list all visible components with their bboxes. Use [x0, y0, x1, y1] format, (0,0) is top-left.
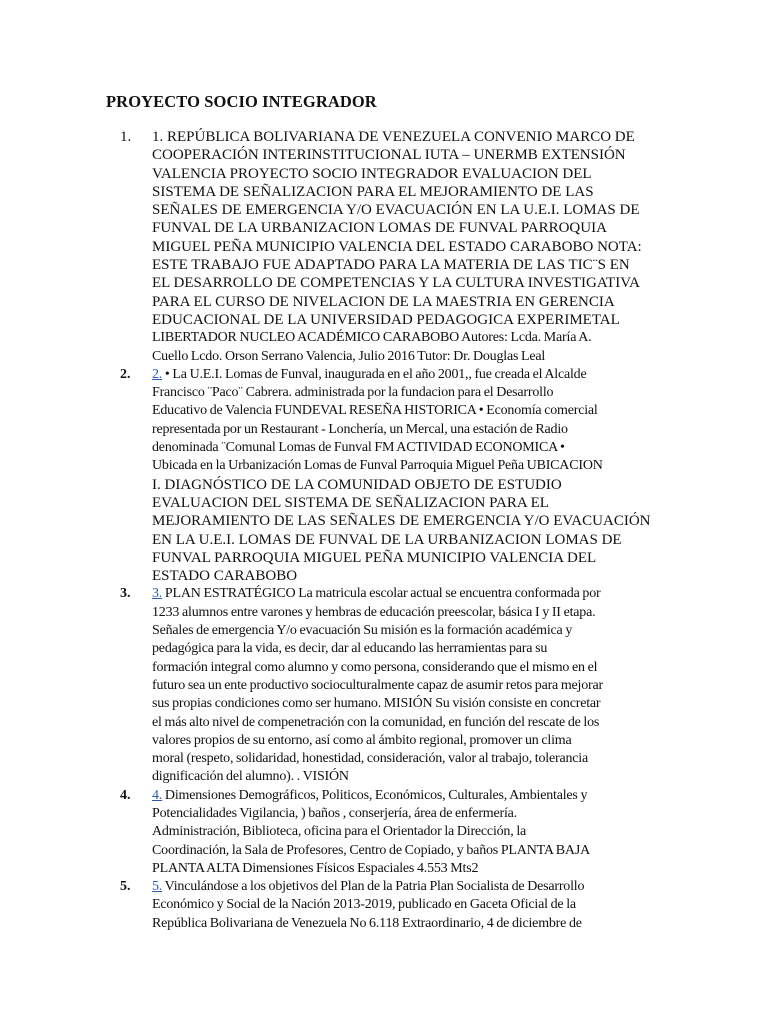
page-link-3[interactable]: 3. [152, 586, 163, 602]
list-item-4 [120, 787, 640, 878]
item-text: Dimensiones Demográficos, Politicos, Económicos, Culturales, Ambientales y [164, 787, 588, 803]
item-text: • La U.E.I. Lomas de Funval, inaugurada en el año 2001,, fue creada el Alcalde [164, 366, 587, 382]
item-text-line: Potencialidades Vigilancia, ) baños , conserjería, área de enfermería. [152, 805, 517, 821]
item-text-line: Económico y Social de la Nación 2013-2019, publicado en Gaceta Oficial de la [152, 897, 576, 913]
item-text-line: EL DESARROLLO DE COMPETENCIAS Y LA CULTURA INVESTIGATIVA [152, 275, 640, 292]
item-text-line: LIBERTADOR NUCLEO ACADÉMICO CARABOBO Autores: Lcda. María A. [152, 330, 592, 346]
document-title: PROYECTO SOCIO INTEGRADOR [106, 92, 377, 111]
item-text-line: 1233 alumnos entre varones y hembras de educación preescolar, básica I y II etapa. [152, 604, 596, 620]
list-item-number: 4. [120, 787, 131, 803]
item-text-line: FUNVAL DE LA URBANIZACION LOMAS DE FUNVAL PARROQUIA [152, 220, 607, 237]
page-link-4[interactable]: 4. [152, 787, 163, 803]
item-text-line: Ubicada en la Urbanización Lomas de Funval Parroquia Miguel Peña UBICACION [152, 458, 603, 474]
page-link-5[interactable]: 5. [152, 879, 163, 895]
list-item-number: 2. [120, 366, 131, 382]
list-item-number: 3. [120, 586, 131, 602]
item-text-line: moral (respeto, solidaridad, honestidad, consideración, valor al trabajo, tolerancia [152, 751, 588, 767]
list-item-5 [120, 878, 640, 933]
item-text-line: COOPERACIÓN INTERINSTITUCIONAL IUTA – UNERMB EXTENSIÓN [152, 147, 626, 164]
item-text-line: FUNVAL PARROQUIA MIGUEL PEÑA MUNICIPIO VALENCIA DEL [152, 549, 597, 566]
item-text-line: ESTADO CARABOBO [152, 568, 298, 585]
item-text-line: formación integral como alumno y como persona, considerando que el mismo en el [152, 659, 598, 675]
item-text-line: Coordinación, la Sala de Profesores, Centro de Copiado, y baños PLANTA BAJA [152, 842, 590, 858]
item-text-line: VALENCIA PROYECTO SOCIO INTEGRADOR EVALUACION DEL [152, 165, 592, 182]
item-text-line: EN LA U.E.I. LOMAS DE FUNVAL DE LA URBANIZACION LOMAS DE [152, 531, 622, 548]
item-text-line: Cuello Lcdo. Orson Serrano Valencia, Julio 2016 Tutor: Dr. Douglas Leal [152, 348, 546, 364]
item-text-line: MEJORAMIENTO DE LAS SEÑALES DE EMERGENCIA Y/O EVACUACIÓN [152, 513, 651, 530]
document-list [120, 128, 651, 933]
item-text-line: sus propias condiciones como ser humano. MISIÓN Su visión consiste en concretar [152, 696, 601, 712]
item-text-line: República Bolivariana de Venezuela No 6.118 Extraordinario, 4 de diciembre de [152, 915, 582, 931]
list-item-number: 5. [120, 879, 131, 895]
list-item-3 [120, 585, 640, 786]
item-text-line: 1. REPÚBLICA BOLIVARIANA DE VENEZUELA CONVENIO MARCO DE [152, 129, 635, 145]
item-text-line: futuro sea un ente productivo socioculturalmente capaz de asumir retos para mejorar [152, 677, 603, 693]
item-text-line: PLANTA ALTA Dimensiones Físicos Espaciales 4.553 Mts2 [152, 860, 479, 876]
item-text-line: EDUCACIONAL DE LA UNIVERSIDAD PEDAGOGICA EXPERIMETAL [152, 311, 620, 328]
item-text: Vinculándose a los objetivos del Plan de la Patria Plan Socialista de Desarrollo [164, 879, 585, 895]
page-link-2[interactable]: 2. [152, 366, 163, 382]
list-item-1 [120, 128, 640, 366]
item-text-line: Administración, Biblioteca, oficina para el Orientador la Dirección, la [152, 824, 527, 840]
item-text-line: Educativo de Valencia FUNDEVAL RESEÑA HISTORICA • Economía comercial [152, 403, 598, 419]
item-text-line: SEÑALES DE EMERGENCIA Y/O EVACUACIÓN EN LA U.E.I. LOMAS DE [152, 202, 640, 219]
item-text: PLAN ESTRATÉGICO La matricula escolar actual se encuentra conformada por [164, 586, 601, 602]
item-text-line: ESTE TRABAJO FUE ADAPTADO PARA LA MATERIA DE LAS TIC¨S EN [152, 257, 630, 274]
item-text-line: Señales de emergencia Y/o evacuación Su misión es la formación académica y [152, 623, 573, 639]
item-text-line: EVALUACION DEL SISTEMA DE SEÑALIZACION PARA EL [152, 494, 549, 511]
item-text-line: MIGUEL PEÑA MUNICIPIO VALENCIA DEL ESTADO CARABOBO NOTA: [152, 238, 642, 255]
item-text-line: PARA EL CURSO DE NIVELACION DE LA MAESTRIA EN GERENCIA [152, 293, 615, 310]
item-text-line: representada por un Restaurant - Lonchería, un Mercal, una estación de Radio [152, 421, 568, 437]
item-text-line: denominada ¨Comunal Lomas de Funval FM ACTIVIDAD ECONOMICA • [152, 440, 565, 456]
item-text-line: dignificación del alumno). . VISIÓN [152, 769, 349, 785]
item-text-line: el más alto nivel de compenetración con la comunidad, en función del rescate de los [152, 714, 600, 730]
item-text-line: SISTEMA DE SEÑALIZACION PARA EL MEJORAMIENTO DE LAS [152, 183, 594, 200]
list-item-2 [120, 366, 651, 586]
list-item-number: 1. [120, 129, 132, 145]
item-text-line: pedagógica para la vida, es decir, dar al educando las herramientas para su [152, 641, 548, 657]
item-text-line: valores propios de su entorno, así como al ámbito regional, promover un clima [152, 732, 572, 748]
item-text-line: I. DIAGNÓSTICO DE LA COMUNIDAD OBJETO DE ESTUDIO [152, 476, 562, 493]
item-text-line: Francisco ¨Paco¨ Cabrera. administrada por la fundacion para el Desarrollo [152, 385, 554, 401]
